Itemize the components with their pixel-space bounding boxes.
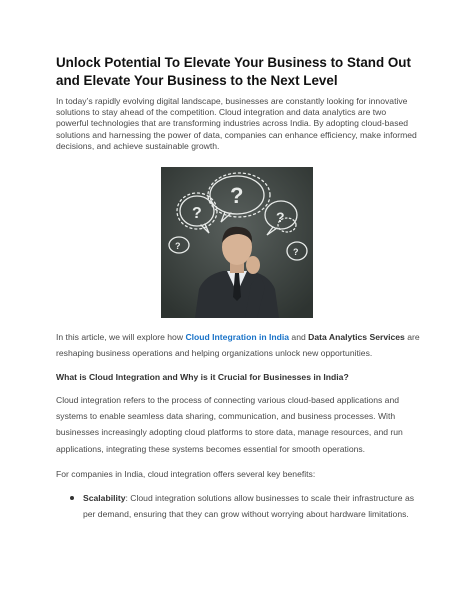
businessman-thinking-image [161,167,313,318]
data-analytics-services-text: Data Analytics Services [308,332,405,342]
intro-paragraph: In today’s rapidly evolving digital landscape, businesses are constantly looking for innovative solutions to stay ahead of the competition. Cloud integration and data analytics are two powerful technologies that are transforming industries across India. By adopting cloud-based solutions and harnessing the power of data, companies can enhance efficiency, make informed decisions, and achieve sustainable growth. [56,96,417,151]
benefits-list [56,490,422,522]
article-paragraph-2: Cloud integration refers to the process of connecting various cloud-based applications and systems to enable seamless data sharing, communication, and business processes. With businesses increasingly adopting cloud platforms to store data, manage resources, and run applications, integrating these systems becomes essential for smooth operations. [56,395,403,454]
paragraph-text: are reshaping business operations and helping organizations unlock new opportunities. [56,332,420,359]
svg-text:?: ? [175,241,181,251]
svg-text:?: ? [192,205,202,222]
cloud-integration-link[interactable]: Cloud Integration in India [185,332,290,342]
bullet-label: Scalability [83,493,126,503]
article-paragraph-3: For companies in India, cloud integration offers several key benefits: [56,469,316,479]
article-title: Unlock Potential To Elevate Your Business to Stand Out and Elevate Your Business to the Next Level [56,55,411,88]
businessman-thinking-illustration [161,167,313,318]
section-heading: What is Cloud Integration and Why is it Crucial for Businesses in India? [56,372,349,382]
paragraph-text: and [289,332,309,342]
bullet-icon [70,496,74,500]
svg-text:?: ? [230,183,244,208]
paragraph-text: In this article, we will explore how [56,332,186,342]
article-paragraph-1 [56,329,422,361]
svg-text:?: ? [276,209,285,225]
svg-text:?: ? [293,247,299,257]
bullet-text: : Cloud integration solutions allow businesses to scale their infrastructure as per demand, ensuring that they can grow without worrying about hardware limitations. [83,493,415,520]
list-item [56,490,422,522]
